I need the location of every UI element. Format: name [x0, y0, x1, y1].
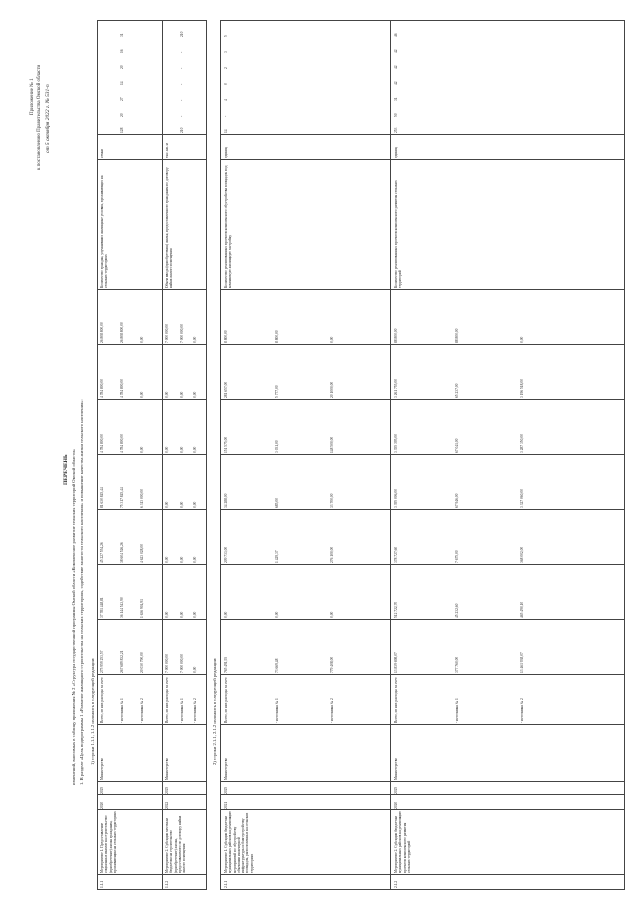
cell-2025: 26 808 800,00 — [120, 322, 124, 343]
indicator-value: - — [224, 115, 228, 117]
indicator-name: Объем ввода (приобретения) жилья, предоставленного гражданам по договору найма жилого помещения — [165, 167, 174, 288]
row-number: 2.1.1 — [224, 880, 228, 888]
cell-2025: 7 000 000,00 — [165, 324, 169, 343]
year-start: 2020 — [100, 801, 104, 809]
cell-2025: 0,00 — [193, 336, 197, 343]
indicator-unit: единиц — [394, 146, 398, 158]
cell-2023: 3 355 395,00 — [394, 434, 398, 453]
cell-2023: 0,00 — [165, 446, 169, 453]
cell-2024: 20 1000,00 — [330, 381, 334, 398]
indicator-name: Количество реализованных проектов комплексного развития сельских территорий — [394, 180, 403, 288]
executor: Министерство — [165, 757, 169, 780]
cell-total: 20 030 790,00 — [140, 652, 144, 673]
cell-2024: 3 261 755,00 — [394, 379, 398, 398]
cell-2022: 0,00 — [180, 501, 184, 508]
indicator-value: 42 — [394, 81, 398, 85]
cell-2020: 0,00 — [275, 611, 279, 618]
cell-2020: 0,00 — [330, 611, 334, 618]
executor: Министерство — [100, 757, 104, 780]
appendix-line-2: к постановлению Правительства Омской области — [37, 64, 42, 170]
indicator-value: 42 — [394, 49, 398, 53]
cell-2020: 0,00 — [224, 611, 228, 618]
year-start: 2020 — [394, 801, 398, 809]
row-name: Мероприятие 1. Субсидии бюджетам муниципальных районов на реализацию мероприятий по обустройству объектами инженерной инфраструктуры и благоустройству площадок, расположенных на сельских территориях — [224, 811, 254, 873]
indicator-unit: семьи — [100, 148, 104, 158]
cell-2024: 5 777,00 — [275, 385, 279, 398]
cell-2021: 378 727,60 — [394, 546, 398, 563]
cell-2023: 3 031,00 — [275, 440, 279, 453]
cell-2020: 0,00 — [165, 611, 169, 618]
indicator-value: 128 — [120, 127, 124, 133]
appendix-line-3: от 5 октября 2022 г. № 531-п — [45, 84, 51, 153]
cell-2022: 0,00 — [193, 501, 197, 508]
indicator-value: 46 — [394, 33, 398, 37]
cell-total: 0,00 — [193, 666, 197, 673]
indicator-value: - — [180, 51, 184, 53]
cell-2020: 37 781 448,81 — [100, 597, 104, 618]
cell-2023: 0,00 — [193, 446, 197, 453]
row-name: Мероприятие 2. Субсидии местным бюджетам на строительство (приобретение) жилья, предоставляемого по договору найма жилого помещения — [165, 815, 187, 873]
cell-2021: 38 604 526,26 — [120, 542, 124, 563]
section-1-item: 1) строки 1.1.1, 1.1.2 изложить в следующей редакции: — [90, 657, 95, 765]
cell-2023: 4 784 800,00 — [120, 434, 124, 453]
row-name: Мероприятие 1. Предоставление социальных выплат на строительство (приобретение) жилья гражданам, проживающим на сельских территориях — [100, 811, 117, 873]
cell-total: 73 669,48 — [275, 658, 279, 673]
cell-2020: 36 144 543,90 — [120, 597, 124, 618]
indicator-value: 31 — [394, 97, 398, 101]
indicator-value: 14 — [224, 129, 228, 133]
cell-2022: 6 313 000,00 — [140, 489, 144, 508]
cell-2021: 45 227 554,26 — [100, 542, 104, 563]
cell-2023: 151 575,00 — [224, 436, 228, 453]
year-end: 2025 — [100, 786, 104, 794]
cell-2023: 0,00 — [180, 446, 184, 453]
cell-2025: 8 800,00 — [275, 330, 279, 343]
cell-2021: 7 675,00 — [455, 550, 459, 563]
cell-2021: 0,00 — [180, 556, 184, 563]
cell-2024: 65 237,00 — [455, 383, 459, 398]
cell-2020: 512 722,70 — [394, 601, 398, 618]
indicator-value: 20 — [120, 65, 124, 69]
page-title: ПЕРЕЧЕНЬ — [63, 454, 69, 485]
cell-2020: 45 232,60 — [455, 603, 459, 618]
cell-2022: 3 395 006,00 — [394, 489, 398, 508]
cell-2022: 67 946,00 — [455, 493, 459, 508]
indicator-value: 210 — [180, 127, 184, 133]
executor: Министерство — [394, 757, 398, 780]
cell-2022: 81 630 845,44 — [100, 487, 104, 508]
cell-2025: 0,00 — [520, 336, 524, 343]
cell-2022: 33 700,00 — [330, 493, 334, 508]
indicator-value: 20 — [120, 113, 124, 117]
indicator-value: 5 — [224, 35, 228, 37]
row-number: 2.1.2 — [394, 880, 398, 888]
indicator-value: 2 — [224, 67, 228, 69]
cell-2023: 148 500,00 — [330, 436, 334, 453]
cell-total: 7 000 000,00 — [180, 654, 184, 673]
indicator-value: 210 — [180, 31, 184, 37]
cell-2025: 88 800,00 — [455, 328, 459, 343]
indicator-unit: единиц — [224, 146, 228, 158]
indicator-value: 0 — [224, 83, 228, 85]
year-end: 2025 — [165, 786, 169, 794]
indicator-value: - — [180, 67, 184, 69]
row-name: Мероприятие 2. Субсидии бюджетам муниципальных районов на реализацию проектов комплексного развития сельских территорий — [394, 811, 411, 873]
indicator-value: 4 — [224, 99, 228, 101]
table-1 — [97, 20, 207, 890]
indicator-value: 42 — [394, 65, 398, 69]
cell-2024: 281 657,00 — [224, 381, 228, 398]
row-number: 1.1.1 — [100, 880, 104, 888]
cell-2022: 0,00 — [165, 501, 169, 508]
cell-2024: 4 784 800,00 — [100, 379, 104, 398]
cell-2023: 0,00 — [140, 446, 144, 453]
cell-2021: 4 623 028,00 — [140, 544, 144, 563]
indicator-value: 253 — [394, 127, 398, 133]
cell-2025: 88 800,00 — [394, 328, 398, 343]
cell-2022: 75 317 845,44 — [120, 487, 124, 508]
cell-total: 779 408,00 — [330, 656, 334, 673]
cell-2023: 4 784 800,00 — [100, 434, 104, 453]
cell-total: 267 689 832,21 — [120, 650, 124, 673]
cell-total: 7 000 000,00 — [165, 654, 169, 673]
cell-2021: 276 100,00 — [330, 546, 334, 563]
source-1: - источника № 1 — [275, 698, 279, 723]
source-2: - источника № 2 — [140, 698, 144, 723]
cell-2021: 209 733,00 — [224, 546, 228, 563]
cell-2020: 1 636 904,91 — [140, 599, 144, 618]
year-end: 2025 — [224, 786, 228, 794]
cell-2025: 0,00 — [330, 336, 334, 343]
row-number: 1.1.2 — [165, 880, 169, 888]
cell-2023: 67 041,00 — [455, 438, 459, 453]
cell-2021: 368 002,00 — [520, 546, 524, 563]
cell-2020: 0,00 — [180, 611, 184, 618]
cell-2022: 685,00 — [275, 498, 279, 508]
source-1: - источника № 1 — [180, 698, 184, 723]
cell-total: 13 461 938,07 — [520, 652, 524, 673]
year-end: 2025 — [394, 786, 398, 794]
source-total: Всего, из них расходы за счет: — [165, 676, 169, 723]
indicator-value: - — [180, 115, 184, 117]
cell-2025: 0,00 — [140, 336, 144, 343]
executor: Министерство — [224, 757, 228, 780]
cell-2022: 34 288,00 — [224, 493, 228, 508]
indicator-value: 31 — [120, 33, 124, 37]
cell-total: 377 760,00 — [455, 656, 459, 673]
indicator-name: Количество граждан, улучшивших жилищные условия, проживающих на сельских территориях — [100, 175, 109, 288]
source-2: - источника № 2 — [520, 698, 524, 723]
source-1: - источника № 1 — [455, 698, 459, 723]
cell-2024: 0,00 — [165, 391, 169, 398]
cell-2024: 0,00 — [140, 391, 144, 398]
cell-total: 13 839 698,07 — [394, 652, 398, 673]
cell-2021: 0,00 — [193, 556, 197, 563]
cell-2023: 3 287 350,00 — [520, 434, 524, 453]
cell-2020: 465 490,10 — [520, 601, 524, 618]
indicator-value: 27 — [120, 97, 124, 101]
indicator-unit: тыс. кв. м — [165, 143, 169, 158]
cell-2021: 0,00 — [165, 556, 169, 563]
cell-2020: 0,00 — [193, 611, 197, 618]
section-2-item: 2) строки 2.1.1, 2.1.2 изложить в следующей редакции: — [212, 657, 217, 765]
cell-2021: 1 429,37 — [275, 550, 279, 563]
cell-total: 275 959 253,57 — [100, 650, 104, 673]
indicator-name: Количество реализованных проектов комплексного обустройства площадок под компактную жилищную застройку — [224, 165, 233, 288]
indicator-value: 14 — [120, 81, 124, 85]
cell-2025: 7 000 000,00 — [180, 324, 184, 343]
cell-total: 765 491,93 — [224, 656, 228, 673]
cell-2024: 4 784 800,00 — [120, 379, 124, 398]
source-1: - источника № 1 — [120, 698, 124, 723]
indicator-value: 16 — [120, 49, 124, 53]
source-2: - источника № 2 — [193, 698, 197, 723]
cell-2025: 26 808 800,00 — [100, 322, 104, 343]
cell-2022: 3 327 060,00 — [520, 489, 524, 508]
cell-2024: 0,00 — [180, 391, 184, 398]
cell-2025: 8 800,00 — [224, 330, 228, 343]
year-start: 2022 — [165, 801, 169, 809]
appendix-line-1: Приложение № 1 — [30, 78, 35, 115]
page-subtitle: изменений, вносимых в таблицу приложения № 2 «Структура государственной программы Омской области «Комплексное развитие сельских территорий Омской области» — [71, 448, 76, 785]
indicator-value: - — [180, 83, 184, 85]
cell-2024: 0,00 — [193, 391, 197, 398]
indicator-value: - — [180, 99, 184, 101]
table-2 — [220, 20, 625, 890]
source-total: Всего, из них расходы за счет: — [100, 676, 104, 723]
source-total: Всего, из них расходы за счет: — [224, 676, 228, 723]
cell-2024: 3 196 518,00 — [520, 379, 524, 398]
source-2: - источника № 2 — [330, 698, 334, 723]
section-1-intro: 1. В разделе «Цель подпрограммы 1 «Развитие жилищного строительства на сельских территориях, содействие занятости сельского населения» и повышение качества жизни сельского населения»: — [79, 399, 84, 785]
source-total: Всего, из них расходы за счет: — [394, 676, 398, 723]
year-start: 2021 — [224, 801, 228, 809]
indicator-value: 3 — [224, 51, 228, 53]
indicator-value: 50 — [394, 113, 398, 117]
